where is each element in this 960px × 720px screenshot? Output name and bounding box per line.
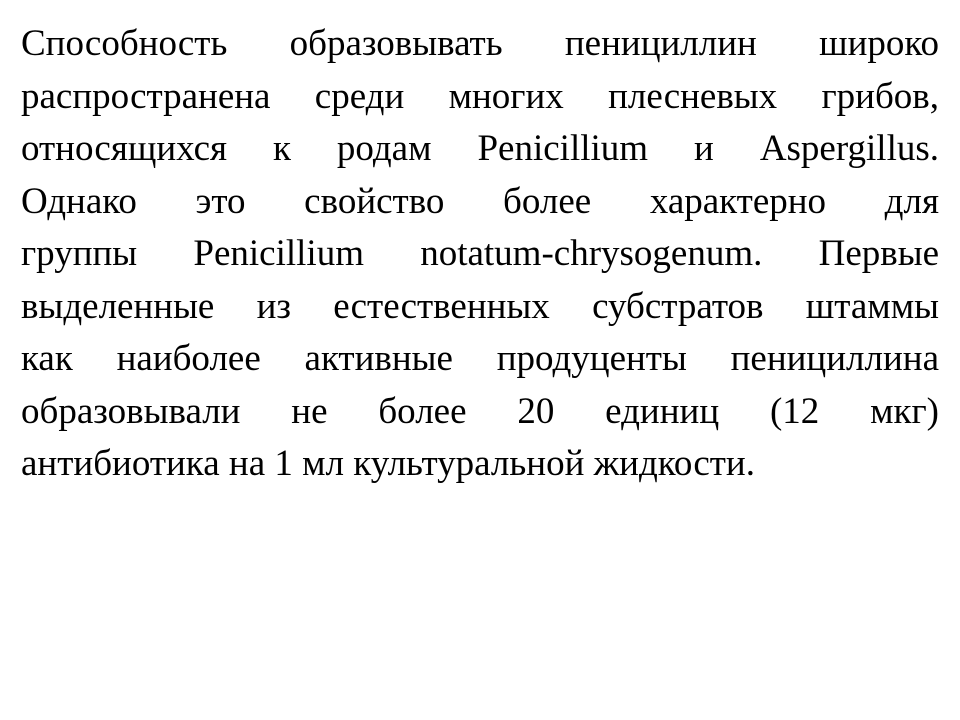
paragraph-line: выделенные из естественных субстратов штаммы <box>21 285 939 327</box>
paragraph-line: группы Penicillium notatum-chrysogenum. Первые <box>21 233 939 274</box>
body-paragraph <box>21 18 939 491</box>
paragraph-line: как наиболее активные продуценты пенициллина <box>21 338 939 379</box>
paragraph-line: Способность образовывать пенициллин широко <box>21 23 939 64</box>
paragraph-line: относящихся к родам Penicillium и Aspergillus. <box>21 128 939 169</box>
paragraph-line: распространена среди многих плесневых грибов, <box>21 75 939 117</box>
paragraph-line: Однако это свойство более характерно для <box>21 180 939 222</box>
paragraph-line: антибиотика на 1 мл культуральной жидкости. <box>21 443 755 484</box>
paragraph-line: образовывали не более 20 единиц (12 мкг) <box>21 390 939 432</box>
